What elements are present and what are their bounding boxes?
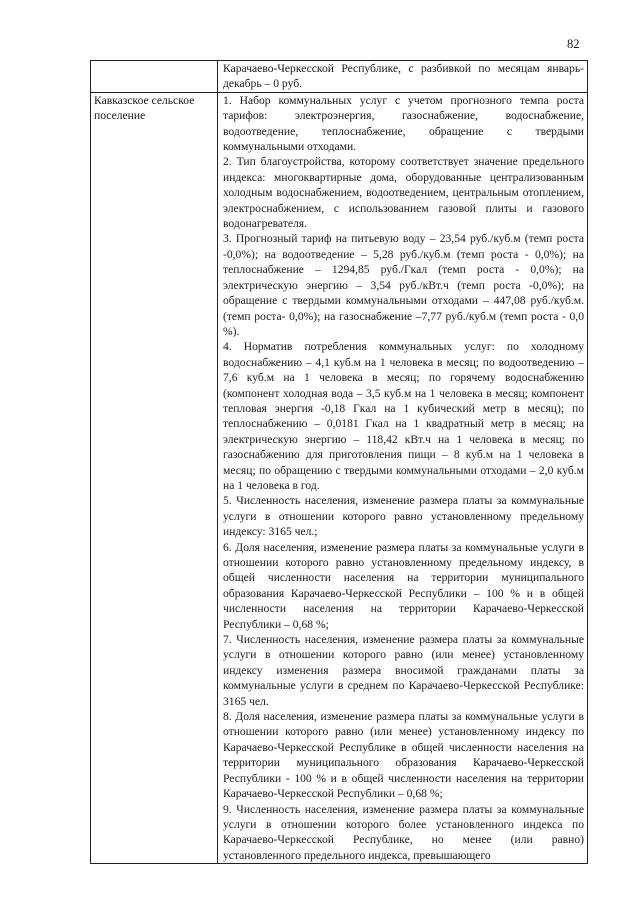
paragraph-5: 5. Численность населения, изменение размера платы за коммунальные услуги в отношении которого равно установленному предельному индексу: 3165 чел.;	[223, 494, 584, 539]
description-text	[218, 93, 587, 863]
paragraph-3: 3. Прогнозный тариф на питьевую воду – 23,54 руб./куб.м (темп роста -0,0%); на водоотведение – 5,28 руб./куб.м (темп роста - 0,0%); на теплоснабжение – 1294,85 руб./Гкал (темп роста - 0,0%); на электрическую энергию – 3,54 руб./кВт.ч (темп роста -0,0%); на обращение с твердыми коммунальными отходами – 447,08 руб./куб.м. (темп роста- 0,0%); на газоснабжение –7,77 руб./куб.м (темп роста - 0,0 %).	[223, 232, 584, 338]
settlement-name-cell	[91, 61, 218, 93]
table-row	[91, 61, 588, 93]
description-cell	[218, 92, 588, 863]
tariff-table	[90, 60, 588, 864]
page-number: 82	[567, 37, 580, 51]
table-row	[91, 92, 588, 863]
paragraph-2: 2. Тип благоустройства, которому соответствует значение предельного индекса: многоквартирные дома, оборудованные централизованным холодным водоснабжением, водоотведением, центральным отоплением, электроснабжением, с использованием газовой плиты и газового водонагревателя.	[223, 155, 584, 231]
paragraph-1: 1. Набор коммунальных услуг с учетом прогнозного темпа роста тарифов: электроэнергия, газоснабжение, водоснабжение, водоотведение, теплоснабжение, обращение с твердыми коммунальными отходами.	[223, 93, 584, 154]
description-cell	[218, 61, 588, 93]
paragraph-4: 4. Норматив потребления коммунальных услуг: по холодному водоснабжению – 4,1 куб.м на 1 человека в месяц; по водоотведению – 7,6 куб.м на 1 человека в месяц; по горячему водоснабжению (компонент холодная вода – 3,5 куб.м на 1 человека в месяц; компонент тепловая энергия -0,18 Гкал на 1 кубический метр в месяц); по теплоснабжению – 0,0181 Гкал на 1 квадратный метр в месяц; на электрическую энергию – 118,42 кВт.ч на 1 человека в месяц; по газоснабжению для приготовления пищи – 8 куб.м на 1 человека в месяц; по обращению с твердыми коммунальными отходами – 2,0 куб.м на 1 человека в год.	[223, 340, 584, 492]
paragraph: Карачаево-Черкесской Республике, с разбивкой по месяцам январь-декабрь – 0 руб.	[223, 62, 584, 91]
paragraph-8: 8. Доля населения, изменение размера платы за коммунальные услуги в отношении которого равно (или менее) установленному индексу по Карачаево-Черкесской Республике в общей численности населения на территории муниципального образования Карачаево-Черкесской Республики - 100 % и в общей численности населения на территории Карачаево-Черкесской Республики – 0,68 %;	[223, 710, 584, 801]
settlement-name: Кавказское сельское поселение	[94, 93, 195, 123]
description-text	[218, 61, 587, 92]
settlement-name-cell	[91, 92, 218, 863]
paragraph-7: 7. Численность населения, изменение размера платы за коммунальные услуги в отношении которого равно (или менее) установленному индексу изменения размера вносимой гражданами платы за коммунальные услуги в среднем по Карачаево-Черкесской Республике: 3165 чел.	[223, 633, 584, 708]
paragraph-6: 6. Доля населения, изменение размера платы за коммунальные услуги в отношении которого равно установленному предельному индексу, в общей численности населения на территории муниципального образования Карачаево-Черкесской Республики – 100 % и в общей численности населения на территории Карачаево-Черкесской Республики – 0,68 %;	[223, 540, 584, 631]
paragraph-9: 9. Численность населения, изменение размера платы за коммунальные услуги в отношении которого более установленного индекса по Карачаево-Черкесской Республике, но менее (или равно) установленного предельного индекса, превышающего	[223, 802, 584, 862]
